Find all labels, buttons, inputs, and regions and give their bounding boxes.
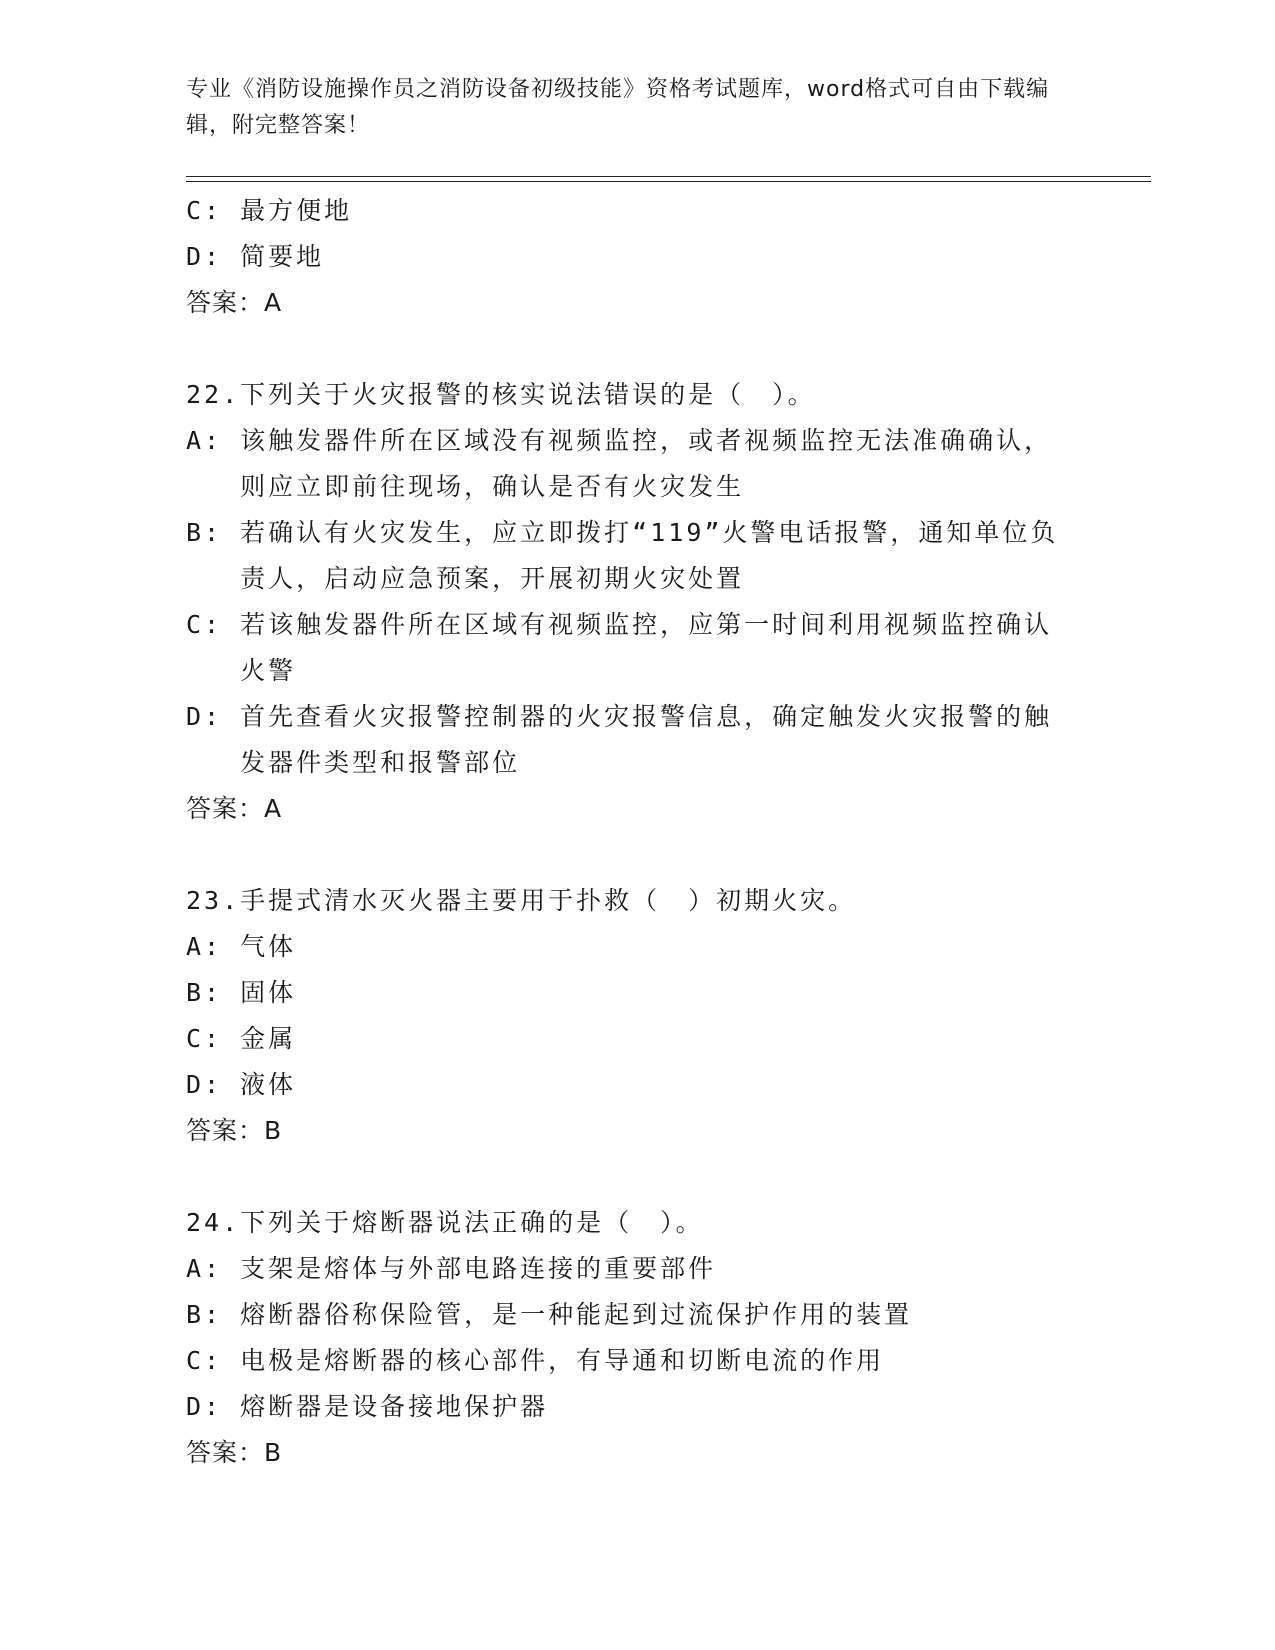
option-b	[186, 970, 1066, 1016]
header-intro-text: 专业《消防设施操作员之消防设备初级技能》资格考试题库，word格式可自由下载编辑，附完整答案！	[186, 77, 1050, 138]
option-a	[186, 418, 1066, 510]
option-text: 液体	[240, 1070, 297, 1099]
option-c	[186, 602, 1066, 694]
option-label: D:	[186, 702, 223, 731]
option-d	[186, 694, 1066, 786]
option-b	[186, 510, 1066, 602]
option-text: 支架是熔体与外部电路连接的重要部件	[240, 1254, 717, 1283]
option-label: C:	[186, 1024, 223, 1053]
option-label: B:	[186, 978, 223, 1007]
option-text: 熔断器是设备接地保护器	[240, 1392, 549, 1421]
option-label: C:	[186, 1346, 223, 1375]
option-a	[186, 924, 1066, 970]
question-stem: 22.下列关于火灾报警的核实说法错误的是（ ）。	[186, 380, 816, 409]
option-text: 金属	[240, 1024, 297, 1053]
option-c	[186, 1338, 1066, 1384]
option-c	[186, 1016, 1066, 1062]
header-rule-top	[186, 176, 1151, 177]
document-header	[186, 72, 1086, 144]
option-text: 简要地	[240, 242, 325, 271]
answer-line: 答案：B	[186, 1438, 283, 1467]
option-text: 电极是熔断器的核心部件，有导通和切断电流的作用	[240, 1346, 885, 1375]
option-label: D:	[186, 1070, 223, 1099]
option-text: 若确认有火灾发生，应立即拨打“119”火警电话报警，通知单位负责人，启动应急预案，开展初期火灾处置	[240, 518, 1059, 593]
option-text: 固体	[240, 978, 297, 1007]
option-text: 该触发器件所在区域没有视频监控，或者视频监控无法准确确认，则应立即前往现场，确认是否有火灾发生	[240, 426, 1053, 501]
answer-line: 答案：A	[186, 288, 283, 317]
question-stem: 23.手提式清水灭火器主要用于扑救（ ）初期火灾。	[186, 886, 857, 915]
option-d	[186, 234, 1066, 280]
option-b	[186, 1292, 1066, 1338]
option-label: A:	[186, 1254, 223, 1283]
option-text: 最方便地	[240, 196, 353, 225]
option-c	[186, 188, 1066, 234]
option-label: B:	[186, 1300, 223, 1329]
option-a	[186, 1246, 1066, 1292]
option-text: 气体	[240, 932, 297, 961]
option-text: 首先查看火灾报警控制器的火灾报警信息，确定触发火灾报警的触发器件类型和报警部位	[240, 702, 1053, 777]
header-rule-bottom	[186, 181, 1151, 182]
option-d	[186, 1384, 1066, 1430]
option-label: B:	[186, 518, 223, 547]
question-content	[186, 188, 1066, 1476]
answer-line: 答案：B	[186, 1116, 283, 1145]
option-label: A:	[186, 932, 223, 961]
option-label: C:	[186, 196, 223, 225]
option-text: 熔断器俗称保险管，是一种能起到过流保护作用的装置	[240, 1300, 913, 1329]
option-label: D:	[186, 242, 223, 271]
answer-line: 答案：A	[186, 794, 283, 823]
option-text: 若该触发器件所在区域有视频监控，应第一时间利用视频监控确认火警	[240, 610, 1053, 685]
option-label: D:	[186, 1392, 223, 1421]
option-label: A:	[186, 426, 223, 455]
option-label: C:	[186, 610, 223, 639]
question-stem: 24.下列关于熔断器说法正确的是（ ）。	[186, 1208, 704, 1237]
option-d	[186, 1062, 1066, 1108]
